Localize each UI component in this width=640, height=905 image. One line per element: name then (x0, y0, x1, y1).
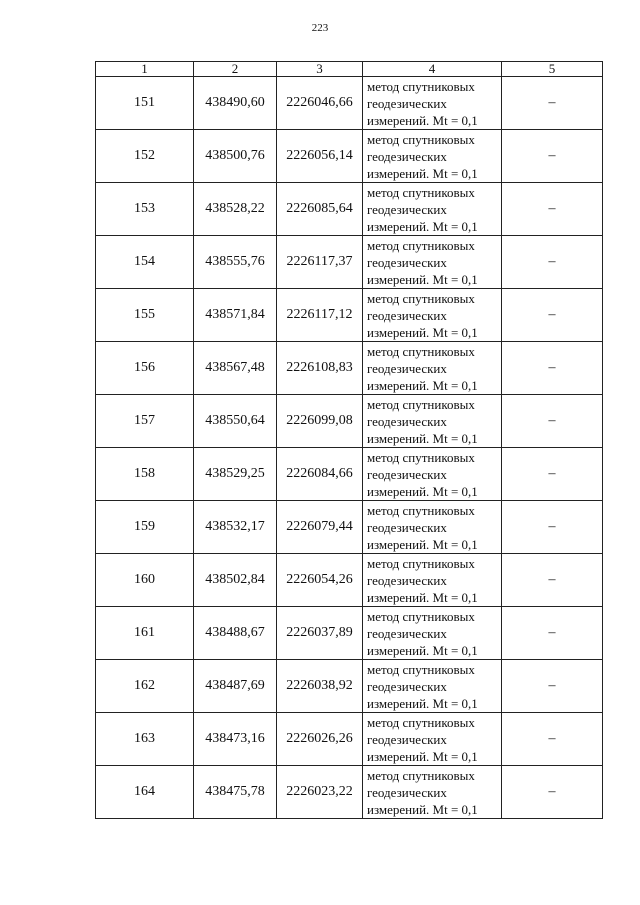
table-row (96, 236, 603, 289)
method-line: метод спутниковых (367, 343, 475, 359)
point-number-cell: 151 (96, 77, 194, 130)
method-line: метод спутниковых (367, 608, 475, 624)
method-line: измерений. Mt = 0,1 (367, 165, 478, 181)
method-line: геодезических (367, 731, 447, 747)
method-line: измерений. Mt = 0,1 (367, 483, 478, 499)
point-number-cell: 158 (96, 448, 194, 501)
method-line: геодезических (367, 413, 447, 429)
method-line: метод спутниковых (367, 290, 475, 306)
method-line: метод спутниковых (367, 767, 475, 783)
column-header-2: 2 (194, 62, 277, 77)
note-cell: – (502, 713, 603, 766)
method-cell (363, 183, 502, 236)
column-header-5: 5 (502, 62, 603, 77)
method-line: геодезических (367, 625, 447, 641)
table-row (96, 607, 603, 660)
table-row (96, 660, 603, 713)
method-line: измерений. Mt = 0,1 (367, 536, 478, 552)
method-line: геодезических (367, 307, 447, 323)
method-cell (363, 713, 502, 766)
note-cell: – (502, 607, 603, 660)
method-line: метод спутниковых (367, 131, 475, 147)
point-number-cell: 160 (96, 554, 194, 607)
x-coordinate-cell: 438528,22 (194, 183, 277, 236)
method-line: измерений. Mt = 0,1 (367, 218, 478, 234)
method-line: измерений. Mt = 0,1 (367, 430, 478, 446)
point-number-cell: 155 (96, 289, 194, 342)
x-coordinate-cell: 438488,67 (194, 607, 277, 660)
method-cell (363, 289, 502, 342)
point-number-cell: 156 (96, 342, 194, 395)
table-row (96, 501, 603, 554)
method-line: измерений. Mt = 0,1 (367, 748, 478, 764)
point-number-cell: 162 (96, 660, 194, 713)
y-coordinate-cell: 2226117,37 (277, 236, 363, 289)
table-header (96, 62, 603, 77)
x-coordinate-cell: 438487,69 (194, 660, 277, 713)
method-line: геодезических (367, 572, 447, 588)
method-line: измерений. Mt = 0,1 (367, 695, 478, 711)
point-number-cell: 161 (96, 607, 194, 660)
point-number-cell: 154 (96, 236, 194, 289)
point-number-cell: 159 (96, 501, 194, 554)
table-row (96, 77, 603, 130)
x-coordinate-cell: 438567,48 (194, 342, 277, 395)
x-coordinate-cell: 438550,64 (194, 395, 277, 448)
point-number-cell: 164 (96, 766, 194, 819)
note-cell: – (502, 501, 603, 554)
note-cell: – (502, 77, 603, 130)
y-coordinate-cell: 2226099,08 (277, 395, 363, 448)
method-line: геодезических (367, 95, 447, 111)
y-coordinate-cell: 2226046,66 (277, 77, 363, 130)
method-line: измерений. Mt = 0,1 (367, 112, 478, 128)
coordinates-table (95, 61, 603, 819)
method-line: измерений. Mt = 0,1 (367, 801, 478, 817)
x-coordinate-cell: 438571,84 (194, 289, 277, 342)
table-row (96, 395, 603, 448)
method-line: метод спутниковых (367, 714, 475, 730)
method-line: метод спутниковых (367, 184, 475, 200)
method-line: метод спутниковых (367, 502, 475, 518)
y-coordinate-cell: 2226026,26 (277, 713, 363, 766)
x-coordinate-cell: 438502,84 (194, 554, 277, 607)
x-coordinate-cell: 438475,78 (194, 766, 277, 819)
column-header-4: 4 (363, 62, 502, 77)
note-cell: – (502, 342, 603, 395)
method-line: метод спутниковых (367, 237, 475, 253)
y-coordinate-cell: 2226054,26 (277, 554, 363, 607)
y-coordinate-cell: 2226108,83 (277, 342, 363, 395)
note-cell: – (502, 660, 603, 713)
method-line: метод спутниковых (367, 396, 475, 412)
method-line: геодезических (367, 201, 447, 217)
point-number-cell: 152 (96, 130, 194, 183)
note-cell: – (502, 766, 603, 819)
y-coordinate-cell: 2226023,22 (277, 766, 363, 819)
note-cell: – (502, 448, 603, 501)
method-cell (363, 448, 502, 501)
table-row (96, 713, 603, 766)
method-line: измерений. Mt = 0,1 (367, 271, 478, 287)
method-line: геодезических (367, 360, 447, 376)
method-line: геодезических (367, 678, 447, 694)
method-cell (363, 501, 502, 554)
x-coordinate-cell: 438490,60 (194, 77, 277, 130)
method-line: метод спутниковых (367, 449, 475, 465)
note-cell: – (502, 395, 603, 448)
method-line: измерений. Mt = 0,1 (367, 324, 478, 340)
method-cell (363, 766, 502, 819)
note-cell: – (502, 289, 603, 342)
y-coordinate-cell: 2226056,14 (277, 130, 363, 183)
method-line: метод спутниковых (367, 661, 475, 677)
table-row (96, 766, 603, 819)
point-number-cell: 153 (96, 183, 194, 236)
method-cell (363, 130, 502, 183)
x-coordinate-cell: 438532,17 (194, 501, 277, 554)
point-number-cell: 163 (96, 713, 194, 766)
method-line: геодезических (367, 784, 447, 800)
method-line: измерений. Mt = 0,1 (367, 642, 478, 658)
column-header-1: 1 (96, 62, 194, 77)
method-line: геодезических (367, 519, 447, 535)
method-line: геодезических (367, 254, 447, 270)
note-cell: – (502, 183, 603, 236)
x-coordinate-cell: 438529,25 (194, 448, 277, 501)
column-header-3: 3 (277, 62, 363, 77)
method-line: измерений. Mt = 0,1 (367, 377, 478, 393)
header-row (96, 62, 603, 77)
method-line: геодезических (367, 148, 447, 164)
y-coordinate-cell: 2226079,44 (277, 501, 363, 554)
method-cell (363, 554, 502, 607)
method-cell (363, 236, 502, 289)
note-cell: – (502, 236, 603, 289)
table-row (96, 289, 603, 342)
method-line: измерений. Mt = 0,1 (367, 589, 478, 605)
x-coordinate-cell: 438473,16 (194, 713, 277, 766)
method-cell (363, 395, 502, 448)
method-cell (363, 660, 502, 713)
method-cell (363, 77, 502, 130)
table-row (96, 183, 603, 236)
y-coordinate-cell: 2226038,92 (277, 660, 363, 713)
y-coordinate-cell: 2226085,64 (277, 183, 363, 236)
page-number: 223 (311, 22, 329, 34)
y-coordinate-cell: 2226037,89 (277, 607, 363, 660)
method-line: метод спутниковых (367, 555, 475, 571)
table-row (96, 448, 603, 501)
y-coordinate-cell: 2226117,12 (277, 289, 363, 342)
note-cell: – (502, 130, 603, 183)
method-line: метод спутниковых (367, 78, 475, 94)
table-body (96, 77, 603, 819)
method-cell (363, 607, 502, 660)
table-row (96, 342, 603, 395)
table-row (96, 554, 603, 607)
y-coordinate-cell: 2226084,66 (277, 448, 363, 501)
x-coordinate-cell: 438555,76 (194, 236, 277, 289)
point-number-cell: 157 (96, 395, 194, 448)
method-cell (363, 342, 502, 395)
table-row (96, 130, 603, 183)
note-cell: – (502, 554, 603, 607)
method-line: геодезических (367, 466, 447, 482)
x-coordinate-cell: 438500,76 (194, 130, 277, 183)
